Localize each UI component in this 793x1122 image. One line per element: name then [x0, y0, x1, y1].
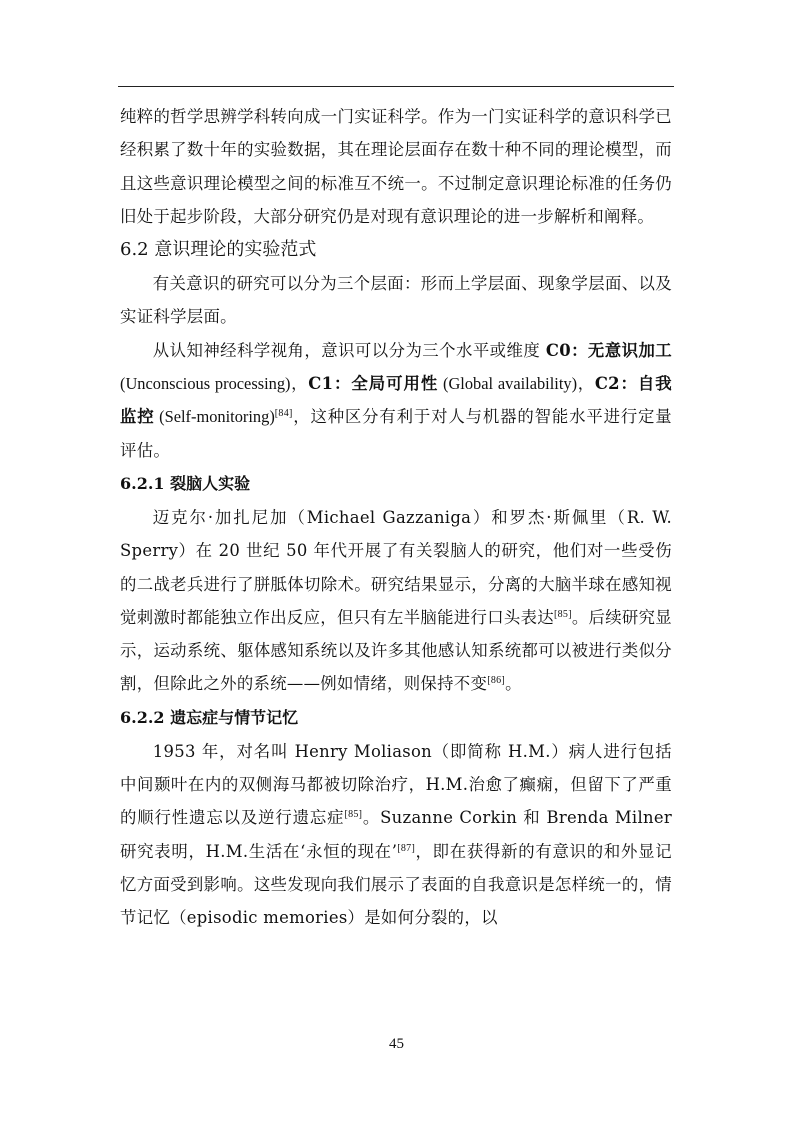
citation-ref: [85] — [344, 809, 363, 821]
citation-ref: [84] — [274, 408, 293, 420]
paragraph-continuation: 纯粹的哲学思辨学科转向成一门实证科学。作为一门实证科学的意识科学已经积累了数十年的实验数据，其在理论层面存在数十种不同的理论模型，而且这些意识理论模型之间的标准互不统一。不过制定意识理论标准的任务仍旧处于起步阶段，大部分研究仍是对现有意识理论的进一步解析和阐释。 — [120, 107, 672, 226]
text-segment: 迈克尔·加扎尼加（Michael Gazzaniga）和罗杰·斯佩里（R. W. Sperry）在 20 世纪 50 年代开展了有关裂脑人的研究，他们对一些受伤的二战老兵进行了胼胝体切除术。研究结果显示，分离的大脑半球在感知视觉刺激时都能独立作出反应，但只有左半脑能进行口头表达 — [120, 507, 672, 627]
paragraph-research-levels: 有关意识的研究可以分为三个层面：形而上学层面、现象学层面、以及实证科学层面。 — [120, 274, 672, 327]
text-segment: 。 — [505, 674, 522, 694]
text-segment: (Self-monitoring) — [154, 407, 275, 427]
page-body — [120, 100, 672, 935]
paragraph-consciousness-dimensions — [120, 334, 672, 467]
text-segment: (Unconscious processing)， — [120, 374, 309, 394]
section-heading-6-2-2: 6.2.2 遗忘症与情节记忆 — [120, 707, 299, 727]
text-segment: 1953 年，对名叫 Henry Moliason（即简称 H.M.）病人进行包括中间颞叶在内的双侧海马都被切除治疗，H.M.治愈了癫痫，但留下了严重的顺行性遗忘以及逆行遗忘症 — [120, 741, 672, 828]
text-segment: ，这种区分有利于对人与机器的智能水平进行定量评估。 — [120, 407, 672, 460]
term-c0: C0：无意识加工 — [545, 340, 672, 360]
paragraph-split-brain — [120, 501, 672, 701]
citation-ref: [85] — [553, 608, 572, 620]
citation-ref: [86] — [487, 675, 506, 687]
term-c1: C1：全局可用性 — [308, 374, 439, 394]
text-segment: 。Suzanne Corkin 和 Brenda Milner 研究表明，H.M.生活在‘永恒的现在’ — [120, 808, 672, 861]
citation-ref: [87] — [397, 842, 416, 854]
text-segment: (Global availability)， — [438, 374, 595, 394]
text-segment: ，即在获得新的有意识的和外显记忆方面受到影响。这些发现向我们展示了表面的自我意识是怎样统一的，情节记忆（episodic memories）是如何分裂的，以 — [120, 841, 672, 928]
header-rule — [118, 86, 674, 87]
section-heading-6-2-1: 6.2.1 裂脑人实验 — [120, 473, 251, 493]
section-heading-6-2: 6.2 意识理论的实验范式 — [120, 239, 317, 261]
paragraph-amnesia — [120, 735, 672, 935]
text-segment: 从认知神经科学视角，意识可以分为三个水平或维度 — [152, 340, 546, 360]
term-c2: C2：自我监控 — [120, 374, 672, 427]
page-number: 45 — [389, 1036, 404, 1052]
text-segment: 。后续研究显示，运动系统、躯体感知系统以及许多其他感认知系统都可以被进行类似分割，但除此之外的系统——例如情绪，则保持不变 — [120, 607, 672, 694]
